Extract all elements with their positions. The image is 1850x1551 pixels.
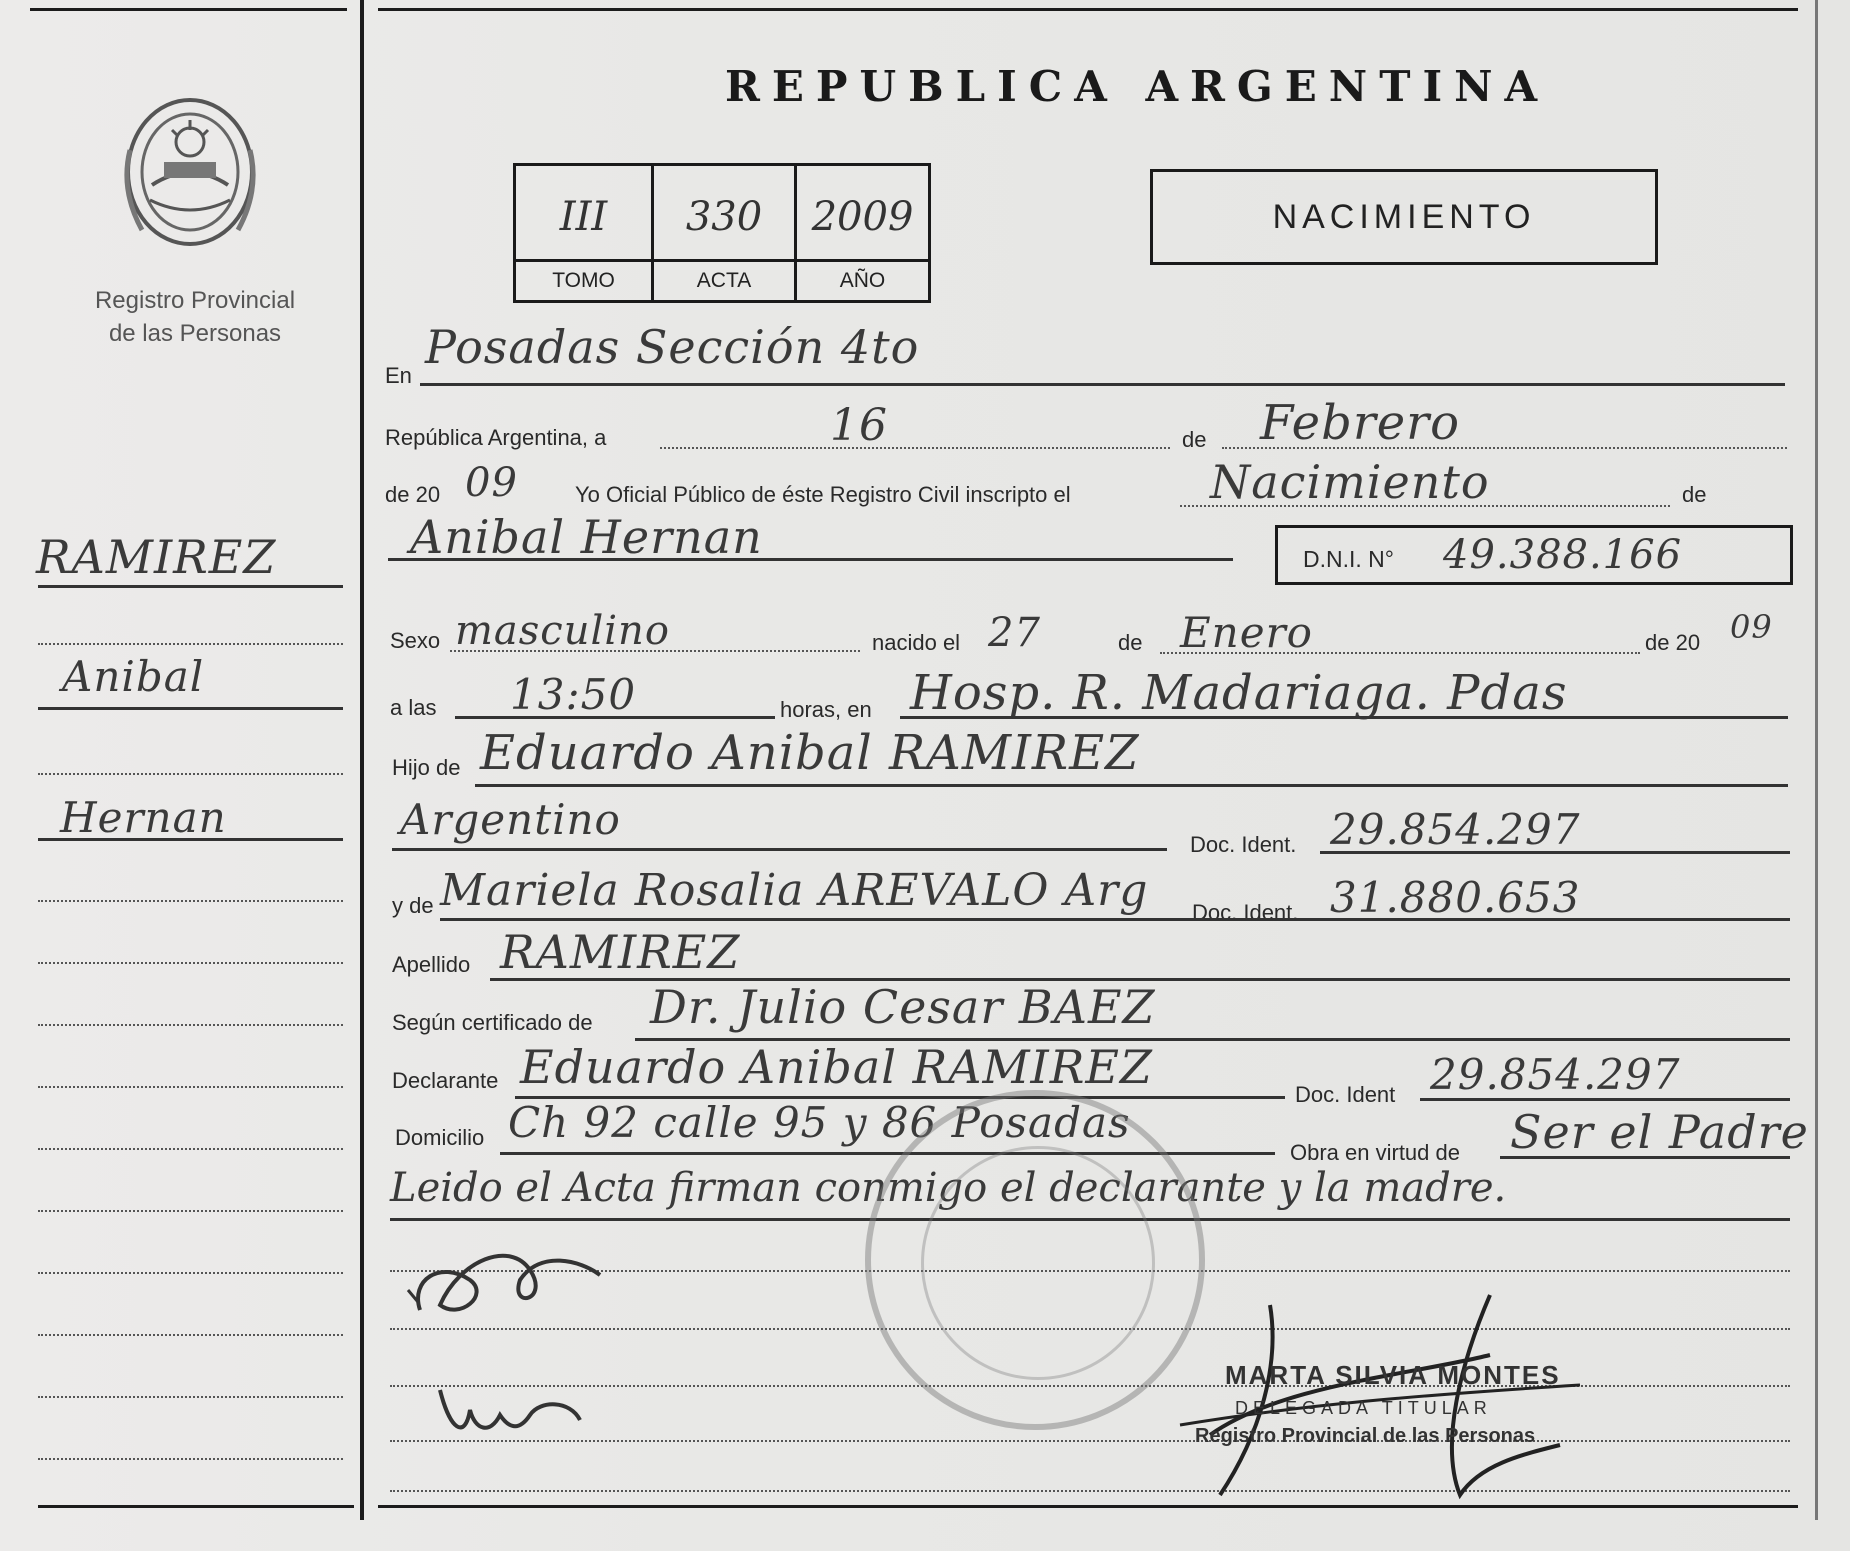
document-title: REPUBLICA ARGENTINA bbox=[725, 62, 1550, 111]
de20-label2: de 20 bbox=[1645, 630, 1701, 655]
top-rule-left bbox=[30, 8, 347, 11]
acta-cell bbox=[654, 166, 797, 300]
declarante-doc: 29.854.297 bbox=[1430, 1050, 1681, 1099]
form-line bbox=[450, 650, 860, 652]
tomo-label: TOMO bbox=[516, 259, 651, 300]
obra-label: Obra en virtud de bbox=[1290, 1140, 1460, 1165]
margin-line bbox=[38, 643, 343, 645]
margin-line bbox=[38, 1272, 343, 1274]
form-line bbox=[1500, 1156, 1790, 1159]
margin-line bbox=[38, 1024, 343, 1026]
form-line bbox=[1160, 652, 1640, 654]
birth-year: 09 bbox=[1730, 608, 1773, 646]
margin-line bbox=[38, 773, 343, 775]
dni-box bbox=[1275, 525, 1793, 585]
margin-line bbox=[38, 900, 343, 902]
declarante-value: Eduardo Anibal RAMIREZ bbox=[520, 1040, 1153, 1094]
hijo-label: Hijo de bbox=[392, 755, 461, 780]
bottom-rule-left bbox=[38, 1505, 354, 1508]
anio-cell bbox=[797, 166, 928, 300]
acta-reference-box bbox=[513, 163, 931, 303]
stamp-inner-ring bbox=[921, 1146, 1155, 1380]
margin-line bbox=[38, 1334, 343, 1336]
apellido-value: RAMIREZ bbox=[500, 925, 741, 979]
lugar-value: Hosp. R. Madariaga. Pdas bbox=[910, 665, 1568, 721]
act-type-box: NACIMIENTO bbox=[1150, 169, 1658, 265]
acta-label: ACTA bbox=[654, 259, 794, 300]
anio-value: 2009 bbox=[811, 194, 914, 240]
madre-value: Mariela Rosalia AREVALO Arg bbox=[440, 865, 1149, 916]
tomo-cell bbox=[516, 166, 654, 300]
sexo-label: Sexo bbox=[390, 628, 441, 653]
nacido-label: nacido el bbox=[872, 630, 961, 655]
margin-line bbox=[38, 1086, 343, 1088]
de-label: de bbox=[1182, 427, 1207, 452]
form-line bbox=[1320, 851, 1790, 854]
left-column-divider bbox=[360, 0, 364, 1520]
official-name: MARTA SILVIA MONTES bbox=[1225, 1360, 1561, 1390]
margin-surname: RAMIREZ bbox=[36, 530, 277, 584]
margin-name2: Hernan bbox=[60, 793, 227, 842]
margin-name1: Anibal bbox=[62, 652, 205, 701]
registry-name-line1: Registro Provincial bbox=[94, 287, 296, 314]
margin-line bbox=[38, 585, 343, 588]
margin-line bbox=[38, 1210, 343, 1212]
republica-label: República Argentina, a bbox=[385, 425, 607, 450]
anio-label: AÑO bbox=[797, 259, 928, 300]
declarant-signature-icon bbox=[400, 1220, 640, 1340]
day-value: 16 bbox=[830, 400, 888, 451]
form-line bbox=[475, 784, 1788, 787]
padre-nac-value: Argentino bbox=[400, 795, 621, 844]
month-value: Febrero bbox=[1260, 395, 1461, 451]
official-role: DELEGADA TITULAR bbox=[1235, 1398, 1492, 1418]
registry-name-line2: de las Personas bbox=[108, 320, 282, 347]
official-stamp-icon bbox=[865, 1090, 1205, 1430]
form-line bbox=[388, 558, 1233, 561]
apellido-label: Apellido bbox=[392, 952, 471, 977]
margin-line bbox=[38, 962, 343, 964]
official-office: Registro Provincial de las Personas bbox=[1195, 1425, 1536, 1447]
segun-label: Según certificado de bbox=[392, 1010, 593, 1035]
form-line bbox=[420, 383, 1785, 386]
declarante-label: Declarante bbox=[392, 1068, 499, 1093]
form-line bbox=[392, 848, 1167, 851]
dni-value: 49.388.166 bbox=[1443, 532, 1683, 578]
form-line bbox=[1420, 1098, 1790, 1101]
sexo-value: masculino bbox=[455, 608, 670, 654]
margin-line bbox=[38, 1458, 343, 1460]
inscripto-value: Nacimiento bbox=[1210, 455, 1490, 509]
obra-value: Ser el Padre bbox=[1510, 1105, 1809, 1159]
provincial-seal-icon bbox=[112, 90, 268, 255]
de-label2: de bbox=[1682, 482, 1707, 507]
year-value: 09 bbox=[465, 460, 518, 506]
right-edge-rule bbox=[1815, 0, 1818, 1520]
form-line bbox=[455, 716, 775, 719]
dni-label: D.N.I. N° bbox=[1303, 546, 1394, 572]
form-line bbox=[900, 716, 1788, 719]
margin-line bbox=[38, 1148, 343, 1150]
segun-value: Dr. Julio Cesar BAEZ bbox=[650, 980, 1156, 1034]
en-value: Posadas Sección 4to bbox=[425, 320, 920, 374]
doc-label-madre: Doc. Ident. bbox=[1192, 900, 1299, 925]
de20-label: de 20 bbox=[385, 482, 441, 507]
alas-label: a las bbox=[390, 695, 437, 720]
top-rule-right bbox=[378, 8, 1798, 11]
leido-value: Leido el Acta firman conmigo el declarante y la madre. bbox=[390, 1165, 1507, 1211]
nombre-value: Anibal Hernan bbox=[410, 510, 763, 564]
acta-value: 330 bbox=[685, 194, 763, 240]
margin-line bbox=[38, 707, 343, 710]
hora-value: 13:50 bbox=[510, 670, 637, 719]
domicilio-value: Ch 92 calle 95 y 86 Posadas bbox=[508, 1098, 1131, 1147]
doc-label: Doc. Ident. bbox=[1190, 832, 1297, 857]
horas-label: horas, en bbox=[780, 697, 872, 722]
oficial-label: Yo Oficial Público de éste Registro Civil inscripto el bbox=[575, 482, 1071, 507]
form-line bbox=[660, 447, 1170, 449]
birth-day: 27 bbox=[988, 610, 1041, 656]
domicilio-label: Domicilio bbox=[395, 1125, 485, 1150]
tomo-value: III bbox=[559, 194, 608, 240]
mother-signature-icon bbox=[420, 1370, 620, 1450]
birth-month: Enero bbox=[1180, 608, 1313, 657]
doc-label2: Doc. Ident bbox=[1295, 1082, 1396, 1107]
padre-doc: 29.854.297 bbox=[1330, 805, 1581, 854]
en-label: En bbox=[385, 363, 412, 388]
margin-line bbox=[38, 838, 343, 841]
form-line bbox=[440, 918, 1790, 921]
madre-doc: 31.880.653 bbox=[1330, 873, 1581, 922]
padre-value: Eduardo Anibal RAMIREZ bbox=[480, 725, 1140, 781]
yde-label: y de bbox=[392, 893, 434, 918]
margin-line bbox=[38, 1396, 343, 1398]
de-label3: de bbox=[1118, 630, 1143, 655]
